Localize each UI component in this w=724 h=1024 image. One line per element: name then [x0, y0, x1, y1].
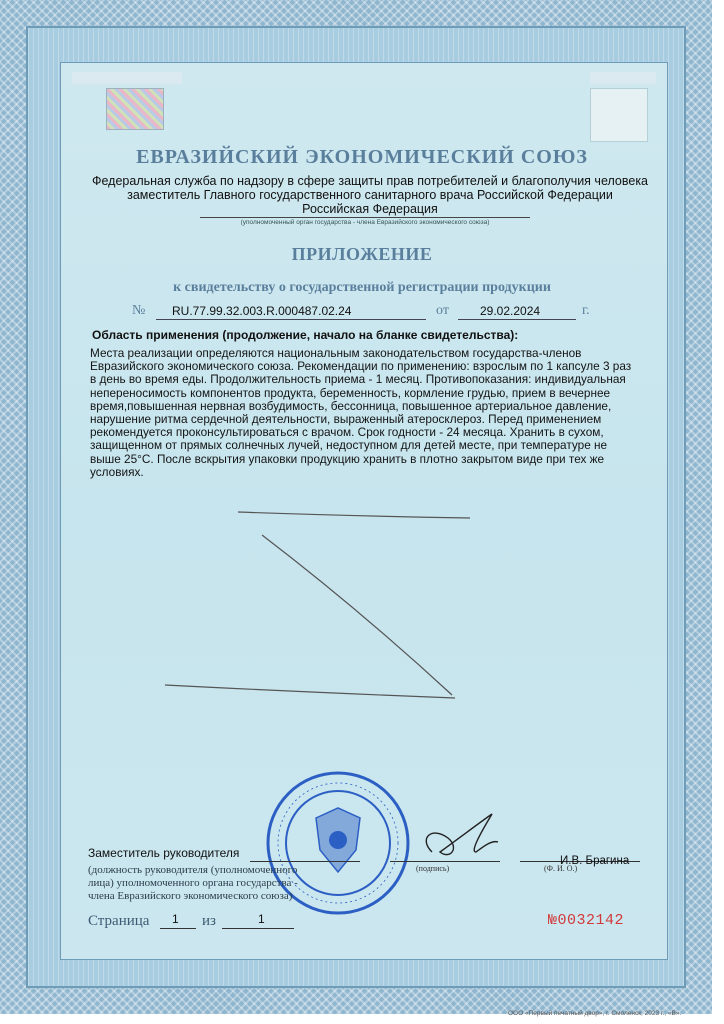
page-number: 1: [172, 912, 179, 926]
scope-text: Места реализации определяются национальным законодательством государства-членов Евразийского экономического союза. Рекомендации по применению: взрослым по 1 капсуле 3 раз в день во время еды. Продолжительность приема - 1 месяц. Противопоказания: индивидуальная непереносимость компонентов продукта, беременность, кормление грудью, прием в вечернее время,повышенная нервная возбудимость, бессонница, повышенное артериальное давление, нарушение ритма сердечной деятельности, выраженный атеросклероз. Перед применением рекомендуется проконсультироваться с врачом. Срок годности - 24 месяца. Хранить в сухом, защищенном от прямых солнечных лучей, недоступном для детей месте, при температуре не выше 25°С. После вскрытия упаковки продукцию хранить в плотно закрытом виде при тех же условиях.: [90, 346, 632, 479]
page-label: Страница: [88, 913, 150, 929]
signature-caption: (подпись): [416, 864, 450, 873]
page-of-label: из: [202, 913, 216, 929]
agency-line: заместитель Главного государственного санитарного врача Российской Федерации: [127, 188, 613, 202]
year-suffix: г.: [582, 303, 590, 318]
union-title: ЕВРАЗИЙСКИЙ ЭКОНОМИЧЕСКИЙ СОЮЗ: [136, 146, 588, 168]
signature-underline: [390, 861, 500, 862]
position-caption: [88, 864, 298, 903]
signatory-position: Заместитель руководителя: [88, 846, 240, 860]
page-total: 1: [258, 912, 265, 926]
scope-heading: Область применения (продолжение, начало на бланке свидетельства):: [92, 328, 519, 342]
position-caption-line: члена Евразийского экономического союза): [88, 890, 293, 902]
agency-line: Федеральная служба по надзору в сфере защиты прав потребителей и благополучия человека: [91, 174, 649, 188]
signature-underline: [250, 861, 360, 862]
position-caption-line: (должность руководителя (уполномоченного: [88, 864, 298, 876]
date-label: от: [436, 303, 449, 318]
position-caption-line: лица) уполномоченного органа государства -: [88, 877, 298, 889]
registration-date: 29.02.2024: [480, 304, 541, 318]
registration-number: RU.77.99.32.003.R.000487.02.24: [172, 304, 352, 318]
appendix-title: ПРИЛОЖЕНИЕ: [291, 244, 433, 264]
serial-number: №0032142: [548, 912, 625, 929]
agency-line: Российская Федерация: [302, 202, 438, 216]
appendix-subtitle: к свидетельству о государственной регистрации продукции: [173, 280, 551, 295]
page-underline: [160, 928, 196, 929]
signatory-name: И.В. Брагина: [560, 855, 630, 867]
page-underline: [222, 928, 294, 929]
printer-footer: ООО «Первый печатный двор», г. Смоленск, 2023 г., «В».: [508, 1010, 682, 1017]
agency-caption: (уполномоченный орган государства - члена Евразийского экономического союза): [200, 217, 530, 226]
name-caption: (Ф. И. О.): [544, 864, 578, 873]
number-label: №: [132, 303, 146, 318]
